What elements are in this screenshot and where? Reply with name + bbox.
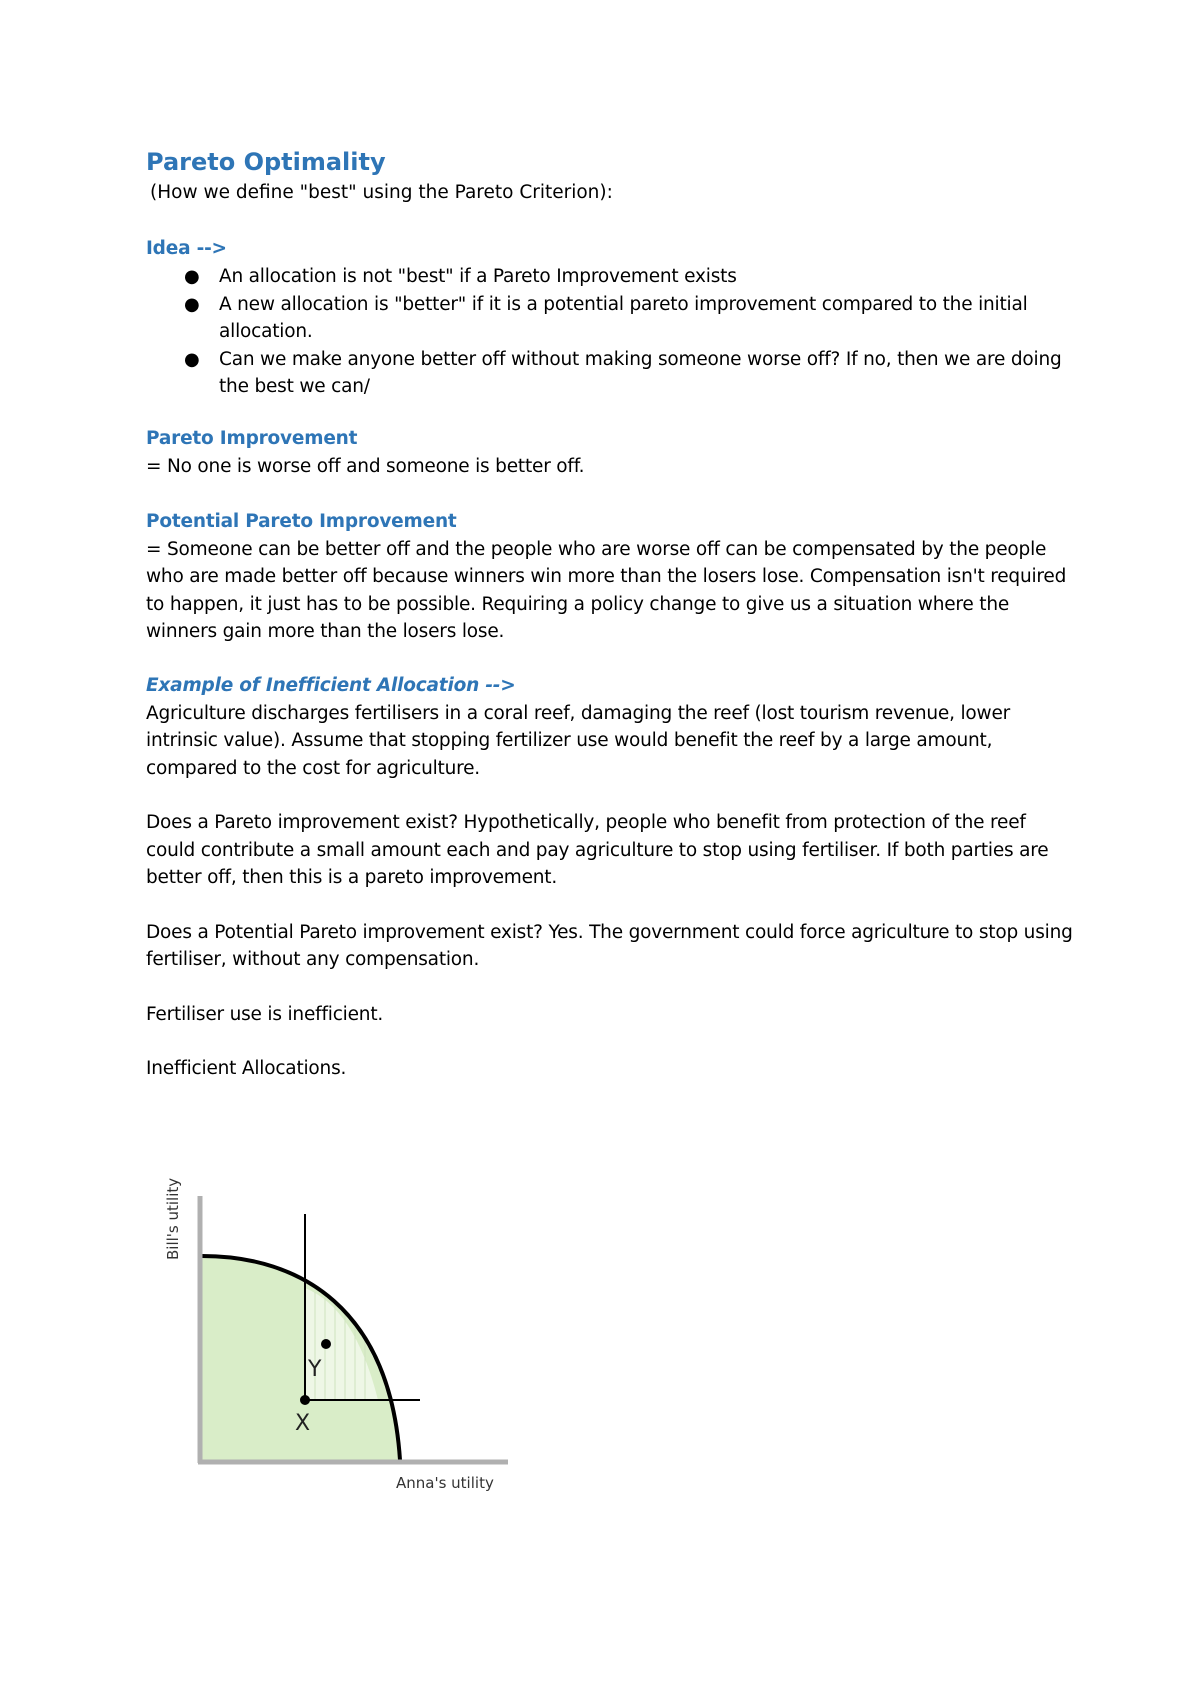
- bullet-icon: ●: [184, 293, 200, 315]
- example-paragraph-4: Fertiliser use is inefficient.: [146, 1003, 384, 1025]
- bullet-text: A new allocation is "better" if it is a potential pareto improvement compared to the initial allocation.: [219, 293, 1028, 342]
- bullet-icon: ●: [184, 348, 200, 370]
- pareto-improvement-text: = No one is worse off and someone is better off.: [146, 455, 585, 477]
- bullet-icon: ●: [184, 266, 200, 287]
- list-item: [146, 346, 1076, 401]
- bullet-text: An allocation is not "best" if a Pareto Improvement exists: [219, 266, 737, 287]
- idea-heading: Idea -->: [146, 238, 227, 259]
- page-title: Pareto Optimality: [146, 148, 386, 176]
- point-y-label: Y: [308, 1357, 322, 1382]
- list-item: [146, 291, 1076, 346]
- example-paragraph-3: Does a Potential Pareto improvement exist? Yes. The government could force agriculture to stop using fertiliser, without any compensation.: [146, 921, 1073, 970]
- pareto-improvement-section: [146, 425, 1076, 480]
- example-section: [146, 672, 1076, 1083]
- list-item: [146, 263, 1076, 291]
- point-x-marker: [300, 1395, 310, 1405]
- x-axis-label: Anna's utility: [396, 1474, 494, 1492]
- example-heading: Example of Inefficient Allocation -->: [146, 675, 516, 696]
- potential-pareto-heading: Potential Pareto Improvement: [146, 511, 457, 532]
- utility-frontier-diagram: [150, 1158, 530, 1528]
- example-paragraph-5: Inefficient Allocations.: [146, 1058, 347, 1079]
- idea-bullet-list: [146, 263, 1076, 401]
- point-y-marker: [321, 1339, 331, 1349]
- example-paragraph-2: Does a Pareto improvement exist? Hypothetically, people who benefit from protection of the reef could contribute a small amount each and pay agriculture to stop using fertiliser. If both parties are better off, then this is a pareto improvement.: [146, 812, 1049, 888]
- example-paragraph-1: Agriculture discharges fertilisers in a coral reef, damaging the reef (lost tourism revenue, lower intrinsic value). Assume that stopping fertilizer use would benefit the reef by a large amount, compared to the cost for agriculture.: [146, 702, 1011, 779]
- potential-pareto-text: = Someone can be better off and the people who are worse off can be compensated by the people who are made better off because winners win more than the losers lose. Compensation isn't required to happen, it just has to be possible. Requiring a policy change to give us a situation where the winners gain more than the losers lose.: [146, 538, 1067, 642]
- bullet-text: Can we make anyone better off without making someone worse off? If no, then we are doing the best we can/: [219, 348, 1062, 397]
- y-axis-label: Bill's utility: [164, 1177, 182, 1260]
- potential-pareto-section: [146, 508, 1076, 646]
- point-x-label: X: [295, 1411, 311, 1436]
- pareto-improvement-heading: Pareto Improvement: [146, 428, 358, 449]
- page-subtitle: (How we define "best" using the Pareto Criterion):: [150, 182, 613, 203]
- utility-possibility-figure: [150, 1158, 530, 1528]
